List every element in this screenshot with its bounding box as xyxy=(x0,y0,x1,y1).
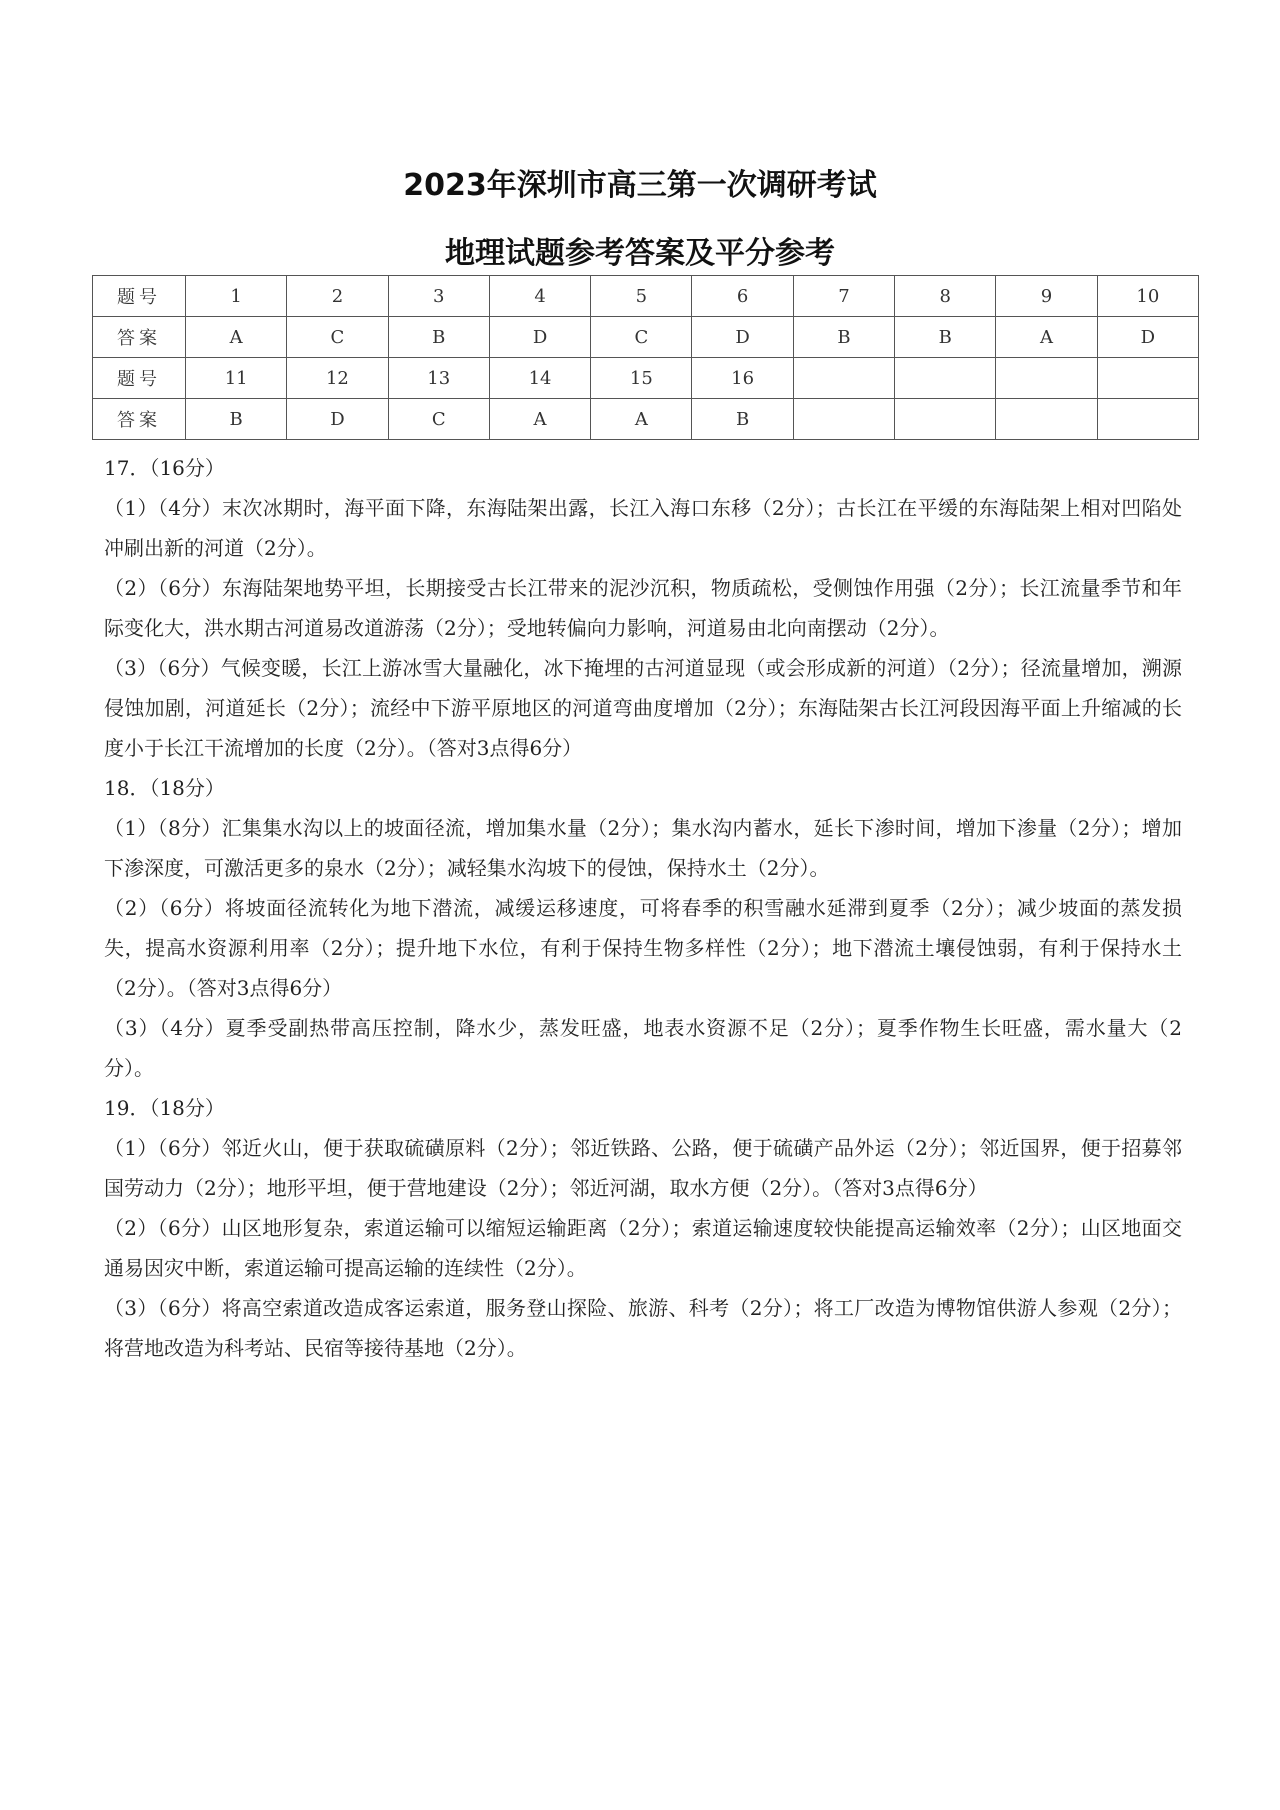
row-label: 题号 xyxy=(93,358,186,399)
answer-cell: B xyxy=(186,399,287,440)
answer-cell: B xyxy=(692,399,793,440)
answer-cell xyxy=(1097,399,1198,440)
answer-cell: C xyxy=(591,317,692,358)
question-number-cell xyxy=(1097,358,1198,399)
answer-part: （3）（6分）气候变暖，长江上游冰雪大量融化，冰下掩埋的古河道显现（或会形成新的河道）（2分）；径流量增加，溯源侵蚀加剧，河道延长（2分）；流经中下游平原地区的河道弯曲度增加（2分）；东海陆架古长江河段因海平面上升缩减的长度小于长江干流增加的长度（2分）。（答对3点得6分） xyxy=(104,656,1182,760)
table-row xyxy=(93,276,1199,317)
question-number-cell: 14 xyxy=(489,358,590,399)
question-heading: 17．（16分） xyxy=(104,456,225,480)
answer-cell xyxy=(996,399,1097,440)
answer-cell: D xyxy=(1097,317,1198,358)
table-row xyxy=(93,358,1199,399)
row-label: 答案 xyxy=(93,399,186,440)
question-heading: 19．（18分） xyxy=(104,1096,225,1120)
question-number-cell xyxy=(793,358,894,399)
answer-part: （1）（8分）汇集集水沟以上的坡面径流，增加集水量（2分）；集水沟内蓄水，延长下渗时间，增加下渗量（2分）；增加下渗深度，可激活更多的泉水（2分）；减轻集水沟坡下的侵蚀，保持水土（2分）。 xyxy=(104,816,1182,880)
question-number-cell: 11 xyxy=(186,358,287,399)
answer-cell: C xyxy=(287,317,388,358)
answer-cell: A xyxy=(489,399,590,440)
document-title: 2023年深圳市高三第一次调研考试 xyxy=(403,168,877,203)
question-number-cell: 16 xyxy=(692,358,793,399)
answer-part: （3）（4分）夏季受副热带高压控制，降水少，蒸发旺盛，地表水资源不足（2分）；夏季作物生长旺盛，需水量大（2分）。 xyxy=(104,1016,1182,1080)
row-label: 答案 xyxy=(93,317,186,358)
row-label: 题号 xyxy=(93,276,186,317)
answer-cell: B xyxy=(793,317,894,358)
document-subtitle: 地理试题参考答案及平分参考 xyxy=(445,236,835,271)
question-number-cell: 15 xyxy=(591,358,692,399)
answer-cell: C xyxy=(388,399,489,440)
answer-explanations xyxy=(104,448,1182,1368)
question-number-cell: 8 xyxy=(895,276,996,317)
table-row xyxy=(93,399,1199,440)
answer-part: （1）（4分）末次冰期时，海平面下降，东海陆架出露，长江入海口东移（2分）；古长江在平缓的东海陆架上相对凹陷处冲刷出新的河道（2分）。 xyxy=(104,496,1182,560)
question-number-cell: 9 xyxy=(996,276,1097,317)
answer-cell xyxy=(793,399,894,440)
answer-part: （1）（6分）邻近火山，便于获取硫磺原料（2分）；邻近铁路、公路，便于硫磺产品外运（2分）；邻近国界，便于招募邻国劳动力（2分）；地形平坦，便于营地建设（2分）；邻近河湖，取水方便（2分）。（答对3点得6分） xyxy=(104,1136,1182,1200)
question-number-cell: 1 xyxy=(186,276,287,317)
question-number-cell xyxy=(895,358,996,399)
question-number-cell: 12 xyxy=(287,358,388,399)
answer-part: （2）（6分）山区地形复杂，索道运输可以缩短运输距离（2分）；索道运输速度较快能提高运输效率（2分）；山区地面交通易因灾中断，索道运输可提高运输的连续性（2分）。 xyxy=(104,1216,1182,1280)
question-number-cell: 7 xyxy=(793,276,894,317)
question-19 xyxy=(104,1088,1182,1368)
question-17 xyxy=(104,448,1182,768)
answer-cell: B xyxy=(388,317,489,358)
answer-cell xyxy=(895,399,996,440)
question-number-cell: 13 xyxy=(388,358,489,399)
table-row xyxy=(93,317,1199,358)
answer-table xyxy=(92,275,1199,440)
answer-part: （2）（6分）将坡面径流转化为地下潜流，减缓运移速度，可将春季的积雪融水延滞到夏季（2分）；减少坡面的蒸发损失，提高水资源利用率（2分）；提升地下水位，有利于保持生物多样性（2分）；地下潜流土壤侵蚀弱，有利于保持水土（2分）。（答对3点得6分） xyxy=(104,896,1182,1000)
question-number-cell: 2 xyxy=(287,276,388,317)
answer-cell: A xyxy=(996,317,1097,358)
answer-cell: D xyxy=(489,317,590,358)
answer-cell: D xyxy=(287,399,388,440)
question-number-cell xyxy=(996,358,1097,399)
question-heading: 18．（18分） xyxy=(104,776,225,800)
answer-cell: D xyxy=(692,317,793,358)
question-number-cell: 4 xyxy=(489,276,590,317)
answer-cell: A xyxy=(186,317,287,358)
question-number-cell: 6 xyxy=(692,276,793,317)
answer-cell: B xyxy=(895,317,996,358)
question-number-cell: 3 xyxy=(388,276,489,317)
question-18 xyxy=(104,768,1182,1088)
answer-cell: A xyxy=(591,399,692,440)
answer-part: （2）（6分）东海陆架地势平坦，长期接受古长江带来的泥沙沉积，物质疏松，受侧蚀作用强（2分）；长江流量季节和年际变化大，洪水期古河道易改道游荡（2分）；受地转偏向力影响，河道易由北向南摆动（2分）。 xyxy=(104,576,1182,640)
answer-part: （3）（6分）将高空索道改造成客运索道，服务登山探险、旅游、科考（2分）；将工厂改造为博物馆供游人参观（2分）；将营地改造为科考站、民宿等接待基地（2分）。 xyxy=(104,1296,1182,1360)
question-number-cell: 10 xyxy=(1097,276,1198,317)
question-number-cell: 5 xyxy=(591,276,692,317)
